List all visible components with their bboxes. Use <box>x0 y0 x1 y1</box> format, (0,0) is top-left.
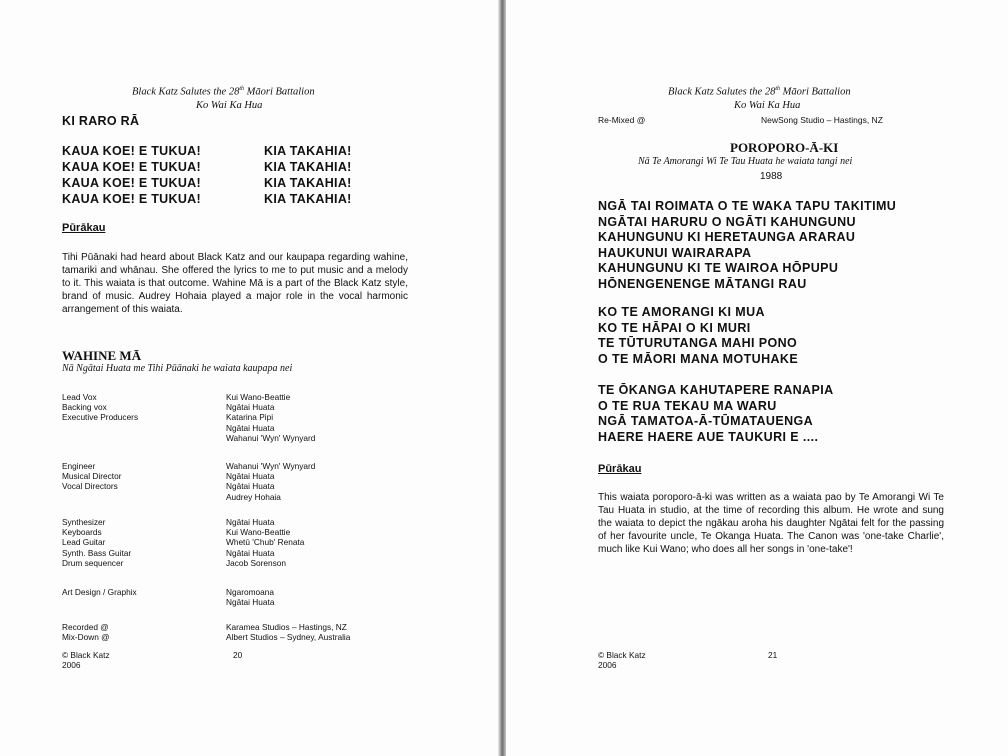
right-purakau-heading: Pūrākau <box>598 463 642 475</box>
credit-name: Ngātai Huata <box>226 547 275 558</box>
credit-name: Katarina Pipi <box>226 412 274 423</box>
chant-line: KAUA KOE! E TUKUA! <box>62 160 201 174</box>
copyright-year: 2006 <box>598 660 617 671</box>
remixed-label: Re-Mixed @ <box>598 115 646 125</box>
lyric-line: HŌNENGENENGE MĀTANGI RAU <box>598 276 807 291</box>
copyright-year: 2006 <box>62 660 81 671</box>
credit-name: Albert Studios – Sydney, Australia <box>226 632 351 643</box>
credit-name: Kui Wano-Beattie <box>226 392 291 402</box>
credit-role: Vocal Directors <box>62 481 118 492</box>
left-footer <box>62 650 110 670</box>
credit-role: Synthesizer <box>62 517 106 527</box>
left-purakau-heading: Pūrākau <box>62 222 106 234</box>
verse-3 <box>598 383 834 445</box>
lyric-line: NGĀTAI HARURU O NGĀTI KAHUNGUNU <box>598 214 856 229</box>
right-song-title: POROPORO-Ā-KI <box>730 140 839 155</box>
credit-role: Drum sequencer <box>62 557 124 568</box>
credit-role: Engineer <box>62 461 96 471</box>
credit-name: Kui Wano-Beattie <box>226 527 291 538</box>
credit-role: Lead Vox <box>62 392 97 402</box>
remix-studio: NewSong Studio – Hastings, NZ <box>761 115 883 125</box>
right-header-line2: Ko Wai Ka Hua <box>734 100 801 111</box>
lyric-line: KAHUNGUNU KI TE WAIROA HŌPUPU <box>598 261 839 276</box>
credit-role: Synth. Bass Guitar <box>62 547 132 558</box>
credit-role: Keyboards <box>62 527 102 538</box>
credit-names-group-3 <box>226 517 304 568</box>
credit-names-group-1 <box>226 392 315 443</box>
credit-name: Ngātai Huata <box>226 422 275 433</box>
lyric-line: HAERE HAERE AUE TAUKURI E .... <box>598 429 819 444</box>
lyric-line: O TE MĀORI MANA MOTUHAKE <box>598 351 799 366</box>
credit-roles-group-4 <box>62 587 137 597</box>
credit-name: Wahanui 'Wyn' Wynyard <box>226 461 316 471</box>
lyric-line: KO TE HĀPAI O KI MURI <box>598 320 751 335</box>
credit-role: Recorded @ <box>62 622 109 632</box>
left-header-line1: Black Katz Salutes the 28th Māori Battalion <box>132 86 315 98</box>
chant-right-column <box>264 143 352 207</box>
credit-name: Ngātai Huata <box>226 597 275 608</box>
section-title: KI RARO RĀ <box>62 114 140 128</box>
credit-name: Ngātai Huata <box>226 402 275 413</box>
credit-name: Audrey Hohaia <box>226 491 281 502</box>
credit-name: Ngaromoana <box>226 587 274 597</box>
credit-roles-group-1 <box>62 392 138 423</box>
chant-line: KAUA KOE! E TUKUA! <box>62 192 201 206</box>
right-footer <box>598 650 646 670</box>
lyric-line: TE TŪTURUTANGA MAHI PONO <box>598 336 798 351</box>
chant-line: KIA TAKAHIA! <box>264 192 352 206</box>
page-number-left: 20 <box>233 650 243 660</box>
chant-line: KIA TAKAHIA! <box>264 144 352 158</box>
page-number-right: 21 <box>768 650 778 660</box>
right-purakau-text: This waiata poroporo-ā-ki was written as a waiata pao by Te Amorangi Wi Te Tau Huata in studio, at the time of recording this album. He wrote and sung the waiata to depict the ngākau aroha his daughter Ngātai felt for the passing of her favourite uncle, Te Okanga Huata. The Canon was 'one-take Charlie', much like Kui Wano; who does all her songs in 'one-take'! <box>598 492 944 555</box>
credit-role: Executive Producers <box>62 412 139 423</box>
chant-line: KIA TAKAHIA! <box>264 176 352 190</box>
lyric-line: NGĀ TAI ROIMATA O TE WAKA TAPU TAKITIMU <box>598 199 897 213</box>
lyric-line: KAHUNGUNU KI HERETAUNGA ARARAU <box>598 230 856 245</box>
credit-name: Jacob Sorenson <box>226 557 286 568</box>
chant-left-column <box>62 143 201 207</box>
left-song-title: WAHINE MĀ <box>62 348 142 363</box>
credit-name: Karamea Studios – Hastings, NZ <box>226 622 347 632</box>
chant-line: KAUA KOE! E TUKUA! <box>62 176 201 190</box>
right-header-line1: Black Katz Salutes the 28th Māori Battalion <box>668 86 851 98</box>
credit-role: Backing vox <box>62 402 107 413</box>
book-gutter <box>498 0 506 756</box>
right-song-subtitle: Nā Te Amorangi Wi Te Tau Huata he waiata tangi nei <box>638 156 853 167</box>
copyright: © Black Katz <box>62 650 110 660</box>
credit-name: Ngātai Huata <box>226 471 275 482</box>
right-page <box>504 0 1008 756</box>
chant-line: KIA TAKAHIA! <box>264 160 352 174</box>
credit-names-group-2 <box>226 461 315 502</box>
credit-names-group-4 <box>226 587 274 607</box>
left-song-subtitle: Nā Ngātai Huata me Tihi Pūānaki he waiata kaupapa nei <box>62 363 293 374</box>
credit-role: Musical Director <box>62 471 122 482</box>
verse-2 <box>598 305 798 367</box>
left-header-line2: Ko Wai Ka Hua <box>196 100 263 111</box>
chant-line: KAUA KOE! E TUKUA! <box>62 144 201 158</box>
credit-names-group-5 <box>226 622 350 642</box>
credit-name: Wahanui 'Wyn' Wynyard <box>226 432 316 443</box>
credit-roles-group-3 <box>62 517 131 568</box>
lyric-line: O TE RUA TEKAU MA WARU <box>598 398 777 413</box>
credit-name: Whetū 'Chub' Renata <box>226 537 305 548</box>
credit-role: Art Design / Graphix <box>62 587 137 597</box>
lyric-line: TE ŌKANGA KAHUTAPERE RANAPIA <box>598 383 834 397</box>
lyric-line: NGĀ TAMATOA-Ā-TŪMATAUENGA <box>598 414 814 429</box>
verse-1 <box>598 199 896 293</box>
credit-name: Ngātai Huata <box>226 481 275 492</box>
credit-roles-group-5 <box>62 622 110 642</box>
credit-roles-group-2 <box>62 461 121 492</box>
song-year: 1988 <box>760 171 783 182</box>
credit-role: Lead Guitar <box>62 537 106 548</box>
credit-role: Mix-Down @ <box>62 632 110 643</box>
lyric-line: HAUKUNUI WAIRARAPA <box>598 245 752 260</box>
lyric-line: KO TE AMORANGI KI MUA <box>598 305 765 319</box>
left-purakau-text: Tihi Pūānaki had heard about Black Katz and our kaupapa regarding wahine, tamariki and whānau. She offered the lyrics to me to put music and a melody to it. This waiata is that outcome. Wahine Mā is a part of the Black Katz style, brand of music. Audrey Hohaia played a major role in the vocal harmonic arrangement of this waiata. <box>62 252 408 315</box>
copyright: © Black Katz <box>598 650 646 660</box>
credit-name: Ngātai Huata <box>226 517 275 527</box>
left-page <box>0 0 500 756</box>
